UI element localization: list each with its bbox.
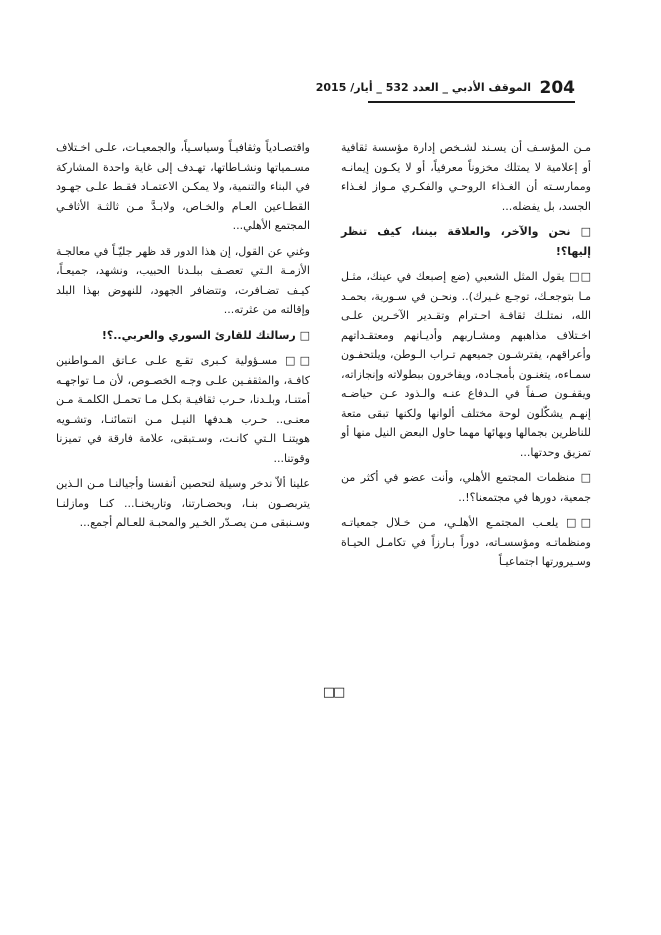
question-heading: □ رسالتك للقارئ السوري والعربي..؟! xyxy=(101,328,310,342)
paragraph: مـن المؤسـف أن يسـند لشـخص إدارة مؤسسة ثقافية أو إعلامية لا يمتلك مخزوناً معرفياً، أو لا يكـون إيمانـه وممارسـته أن الغـذاء الروحـي والفكـري مـواز لغـذاء الجسد، بل يفضله... xyxy=(341,141,591,213)
question-heading: □ نحن والآخر، والعلاقة بيننا، كيف تنظر إليها؟! xyxy=(341,225,591,258)
question-heading: □ منظمات المجتمع الأهلي، وأنت عضو في أكثر من جمعية، دورها في مجتمعنا؟!.. xyxy=(341,471,591,504)
left-column xyxy=(56,138,310,533)
page-number: 204 xyxy=(539,78,575,98)
header-rule xyxy=(368,101,575,103)
paragraph: واقتصـادياً وثقافيـاً وسياسـياً، والجمعيـات، علـى اخـتلاف مسـمياتها ونشـاطاتها، تهـدف إلى غاية واحدة المشاركة في البناء والتنمية، ولا يمكـن الاعتمـاد فقـط علـى جهـود القطـاعين العـام والخـاص، ولابـدَّ مـن ثالثـة الأثافـي المجتمع الأهلي... xyxy=(56,141,310,232)
paragraph: □□ مسـؤولية كـبرى تقـع علـى عـاتق المـواطنين كافـة، والمثقفـين علـى وجـه الخصـوص، لأن مـا تواجهـه أمتنـا، وبلـدنا، حـرب ثقافيـة بكـل مـا تحمـل الكلمـة مـن معنـى.. حـرب هـدفها النيـل مـن انتمائنـا، وتشـويه هويتنـا الـتي كانـت، وسـتبقى، علامة فارقة في تميزنا وقوتنا... xyxy=(56,354,310,465)
paragraph: □□ يلعـب المجتمـع الأهلـي، مـن خـلال جمعياتـه ومنظماتـه ومؤسسـاته، دوراً بـارزاً في تكامـل الحيـاة وسـيرورتها اجتماعيـاً xyxy=(341,516,591,568)
journal-issue: الموقف الأدبي _ العدد 532 _ أيار/ 2015 xyxy=(315,81,531,94)
paragraph: □□ يقول المثل الشعبي (ضع إصبعك في عينك، مثـل مـا بتوجعـك، توجـع غـيرك).. ونحـن في سـورية، بحمـد الله، نمتلـك ثقافـة احـترام وتقـدير الآخـرين علـى اخـتلاف مذاهبهم ومشـاربهم وأديـانهم ومعتقـداتهم وأعراقهم، يفترشـون جميعهم تـراب الـوطن، ويلتحفـون سمـاءه، يتغنـون بأمجـاده، ويفاخرون ببطولاته وإنجازاته، ويقفـون صـفاً في الـدفاع عنـه والـذود عـن حياضـه إنهـم يشكّلون لوحة مختلف ألوانها ولكنها تبقى متعة للناظرين بجمالها وبهائها مهما حاول البعض النيل منها أو تمزيق وحدتها... xyxy=(341,270,591,459)
paragraph: علينا ألاّ ندخر وسيلة لتحصين أنفسنا وأجيالنـا مـن الـذين يتربصـون بنـا، وبحضـارتنا، وتاريخنـا... كنـا ومازلنـا وسـنبقى مـن يصـدّر الخـير والمحبـة للعـالم أجمع... xyxy=(56,477,310,529)
paragraph: وغني عن القول، إن هذا الدور قد ظهر جليّـاً في معالجـة الأزمـة الـتي تعصـف ببلـدنا الحبيب، ونشهد، جميعـاً، كيـف تضـافرت، وتتضافر الجهود، للنهوض بهذا البلد وإقالته من عثرته... xyxy=(56,244,310,316)
end-mark: □□ xyxy=(322,685,344,700)
page-header xyxy=(315,76,575,104)
right-column xyxy=(341,138,591,572)
